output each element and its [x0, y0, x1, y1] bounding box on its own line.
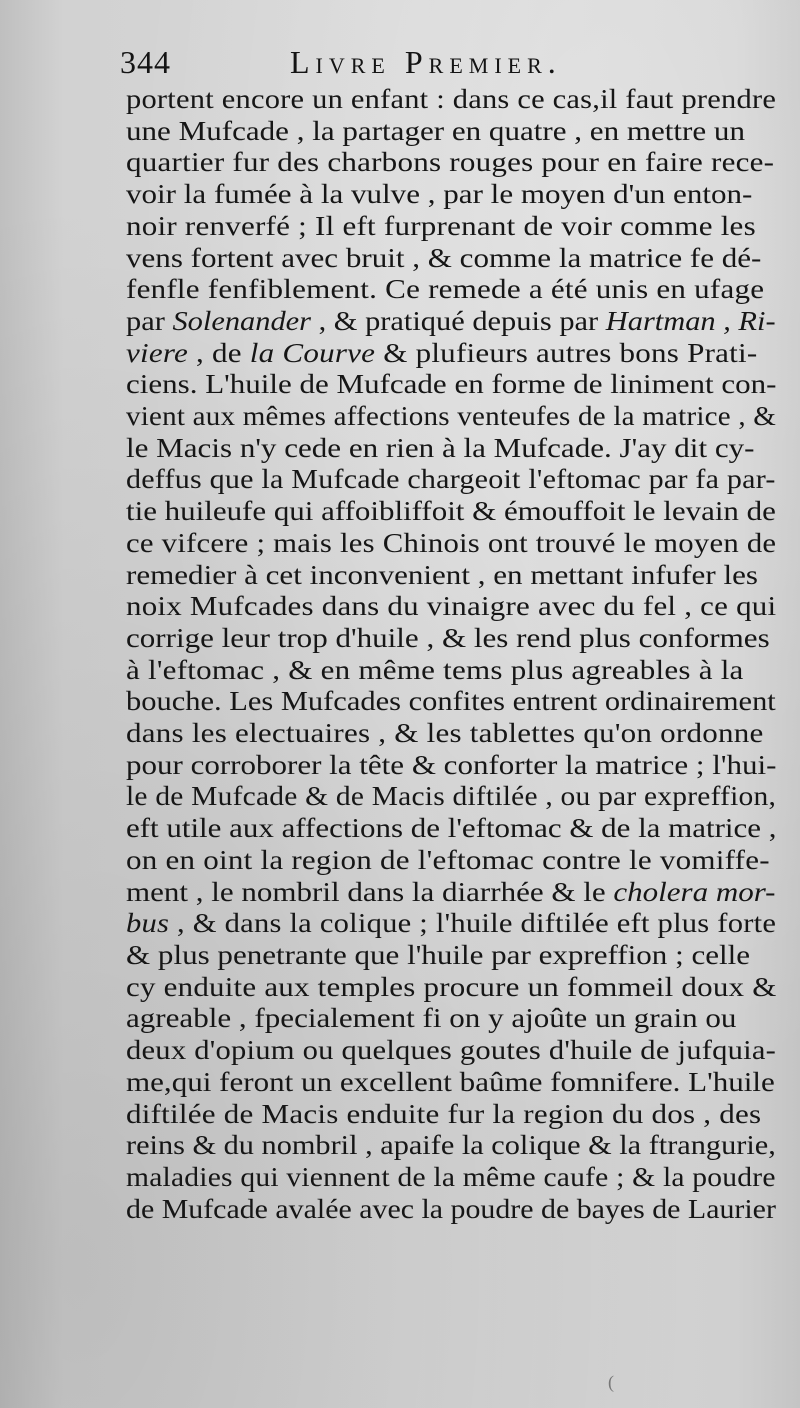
text-line	[126, 1194, 800, 1226]
text-segment: corrige leur trop d'huile , & les rend plus conformes	[126, 622, 770, 653]
page-header	[120, 44, 760, 88]
text-line	[126, 464, 800, 496]
italic-text: bus	[126, 908, 170, 939]
text-segment: voir la fumée à la vulve , par le moyen d'un enton-	[126, 179, 753, 210]
text-segment: cy enduite aux temples procure un fommeil doux &	[126, 971, 777, 1002]
text-segment: eft utile aux affections de l'eftomac & de la matrice ,	[126, 813, 777, 844]
text-line	[126, 243, 800, 275]
text-segment: me,qui feront un excellent baûme fomnifere. L'huile	[126, 1066, 775, 1097]
text-line	[126, 84, 800, 116]
text-segment: vient aux mêmes affections venteufes de la matrice , &	[126, 401, 777, 432]
text-segment: bouche. Les Mufcades confites entrent ordinairement	[126, 686, 776, 717]
text-line	[126, 369, 800, 401]
paper-mark: (	[608, 1372, 614, 1392]
text-segment: , & dans la colique ; l'huile diftilée eft plus forte	[169, 908, 777, 939]
text-segment: ciens. L'huile de Mufcade en forme de liniment con-	[126, 369, 777, 400]
body-text	[126, 84, 776, 1225]
text-segment: & plus penetrante que l'huile par expreffion ; celle	[126, 939, 751, 970]
text-segment: deffus que la Mufcade chargeoit l'eftomac par fa par-	[126, 464, 776, 495]
text-line	[126, 274, 800, 306]
text-segment: dans les electuaires , & les tablettes qu'on ordonne	[126, 718, 764, 749]
text-line	[126, 1035, 800, 1067]
text-segment: quartier fur des charbons rouges pour en faire rece-	[126, 147, 775, 178]
text-segment: , & pratiqué depuis par	[310, 305, 606, 336]
text-line	[126, 338, 800, 370]
text-segment: fenfle fenfiblement. Ce remede a été unis en ufage	[126, 274, 765, 305]
text-line	[126, 655, 800, 687]
text-segment: remedier à cet inconvenient , en mettant infufer les	[126, 559, 758, 590]
text-line	[126, 623, 800, 655]
text-line	[126, 877, 800, 909]
text-line	[126, 1130, 800, 1162]
text-line	[126, 750, 800, 782]
text-line	[126, 1162, 800, 1194]
text-line	[126, 813, 800, 845]
text-segment: ment , le nombril dans la diarrhée & le	[126, 876, 614, 907]
text-segment: agreable , fpecialement fi on y ajoûte un grain ou	[126, 1003, 737, 1034]
text-segment: deux d'opium ou quelques goutes d'huile de jufquia-	[126, 1035, 777, 1066]
text-segment: pour corroborer la tête & conforter la matrice ; l'hui-	[126, 749, 777, 780]
page-number: 344	[120, 44, 171, 80]
text-segment: de Mufcade avalée avec la poudre de bayes de Laurier	[126, 1193, 776, 1224]
text-line	[126, 433, 800, 465]
text-segment: le de Mufcade & de Macis diftilée , ou par expreffion,	[126, 781, 777, 812]
text-line	[126, 116, 800, 148]
italic-text: cholera mor-	[613, 876, 776, 907]
text-segment: diftilée de Macis enduite fur la region du dos , des	[126, 1098, 762, 1129]
text-line	[126, 496, 800, 528]
text-segment: ce vifcere ; mais les Chinois ont trouvé le moyen de	[126, 527, 777, 558]
text-line	[126, 591, 800, 623]
text-segment: portent encore un enfant : dans ce cas,il faut prendre	[126, 84, 777, 114]
text-line	[126, 940, 800, 972]
italic-text: Solenander	[172, 305, 311, 336]
running-title: Livre Premier.	[290, 44, 562, 80]
text-segment: noix Mufcades dans du vinaigre avec du fel , ce qui	[126, 591, 777, 622]
text-segment: noir renverfé ; Il eft furprenant de voir comme les	[126, 210, 756, 241]
text-line	[126, 147, 800, 179]
italic-text: la Courve	[249, 337, 376, 368]
text-segment: vens fortent avec bruit , & comme la matrice fe dé-	[126, 242, 762, 273]
text-line	[126, 306, 800, 338]
text-segment: maladies qui viennent de la même caufe ; & la poudre	[126, 1161, 776, 1192]
text-line	[126, 528, 800, 560]
text-segment: à l'eftomac , & en même tems plus agreables à la	[126, 654, 744, 685]
text-line	[126, 560, 800, 592]
text-line	[126, 908, 800, 940]
text-segment: par	[126, 305, 173, 336]
text-line	[126, 401, 800, 433]
text-line	[126, 686, 800, 718]
text-segment: le Macis n'y cede en rien à la Mufcade. J'ay dit cy-	[126, 432, 755, 463]
text-segment: une Mufcade , la partager en quatre , en mettre un	[126, 115, 745, 146]
text-segment: on en oint la region de l'eftomac contre le vomiffe-	[126, 844, 770, 875]
text-line	[126, 1099, 800, 1131]
text-line	[126, 211, 800, 243]
text-segment: & plufieurs autres bons Prati-	[375, 337, 758, 368]
text-line	[126, 718, 800, 750]
text-line	[126, 1003, 800, 1035]
text-segment: reins & du nombril , apaife la colique & la ftrangurie,	[126, 1130, 776, 1161]
italic-text: Hartman , Ri-	[605, 305, 776, 336]
text-line	[126, 972, 800, 1004]
text-line	[126, 179, 800, 211]
text-segment: tie huileufe qui affoibliffoit & émouffoit le levain de	[126, 496, 776, 527]
text-line	[126, 1067, 800, 1099]
text-line	[126, 845, 800, 877]
italic-text: viere	[126, 337, 189, 368]
text-segment: , de	[188, 337, 250, 368]
text-line	[126, 781, 800, 813]
